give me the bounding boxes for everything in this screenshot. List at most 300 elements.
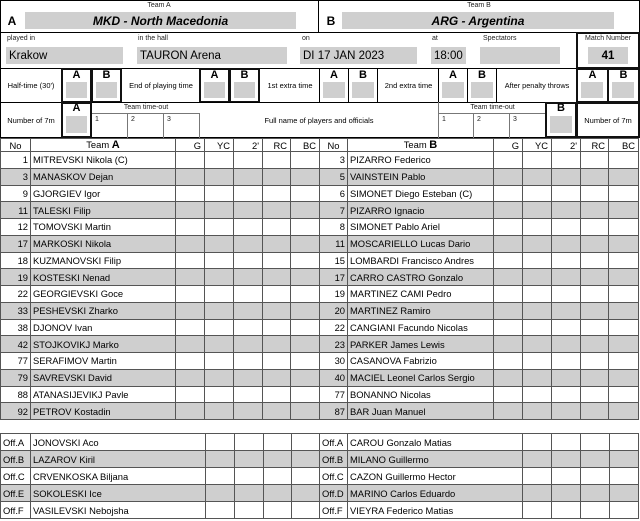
hall-label: in the hall bbox=[138, 35, 168, 42]
player-name: PARKER James Lewis bbox=[348, 336, 494, 353]
player-name: KUZMANOVSKI Filip bbox=[31, 252, 176, 269]
player-name: STOJKOVIKJ Marko bbox=[31, 336, 176, 353]
g-cell[interactable] bbox=[494, 168, 523, 185]
rc-cell[interactable] bbox=[581, 485, 610, 502]
player-name: BONANNO Nicolas bbox=[348, 386, 494, 403]
official-code: Off.A bbox=[320, 434, 348, 451]
team-a-7m-label: Number of 7m bbox=[7, 115, 55, 125]
col-team-a bbox=[31, 139, 176, 152]
player-row bbox=[320, 168, 639, 185]
team-b-7m-label: Number of 7m bbox=[576, 102, 640, 138]
2min-cell[interactable] bbox=[552, 319, 581, 336]
bc-cell[interactable] bbox=[292, 434, 320, 451]
2min-cell[interactable] bbox=[552, 168, 581, 185]
bc-cell[interactable] bbox=[610, 468, 639, 485]
rc-cell[interactable] bbox=[581, 235, 609, 252]
team-a-timeout-3[interactable]: 3 bbox=[164, 114, 200, 138]
bc-cell[interactable] bbox=[609, 152, 639, 169]
2min-cell[interactable] bbox=[552, 286, 581, 303]
g-cell[interactable] bbox=[494, 369, 523, 386]
rc-cell[interactable] bbox=[263, 219, 291, 236]
player-name: MANASKOV Dejan bbox=[31, 168, 176, 185]
g-cell[interactable] bbox=[494, 252, 523, 269]
2min-cell[interactable] bbox=[552, 451, 581, 468]
end-time-label: End of playing time bbox=[129, 81, 193, 90]
yc-cell[interactable] bbox=[523, 369, 552, 386]
bc-cell[interactable] bbox=[609, 252, 639, 269]
first-extra-a-input[interactable] bbox=[323, 82, 345, 98]
2min-cell[interactable] bbox=[552, 502, 581, 519]
2min-cell[interactable] bbox=[234, 336, 263, 353]
yc-cell[interactable] bbox=[205, 235, 234, 252]
bc-cell[interactable] bbox=[292, 485, 320, 502]
player-name: BAR Juan Manuel bbox=[348, 403, 494, 420]
official-code: Off.E bbox=[1, 485, 31, 502]
rc-cell[interactable] bbox=[263, 185, 291, 202]
official-code: Off.F bbox=[320, 502, 348, 519]
yc-cell[interactable] bbox=[206, 485, 235, 502]
yc-cell[interactable] bbox=[523, 269, 552, 286]
penalty-b-input[interactable] bbox=[612, 82, 634, 98]
g-cell[interactable] bbox=[176, 152, 205, 169]
bc-cell[interactable] bbox=[291, 336, 320, 353]
rc-cell[interactable] bbox=[264, 468, 292, 485]
2min-cell[interactable] bbox=[552, 468, 581, 485]
2min-cell[interactable] bbox=[234, 202, 263, 219]
g-cell[interactable] bbox=[176, 386, 205, 403]
bc-cell[interactable] bbox=[609, 319, 639, 336]
yc-cell[interactable] bbox=[205, 185, 234, 202]
2min-cell[interactable] bbox=[234, 269, 263, 286]
rc-cell[interactable] bbox=[581, 386, 609, 403]
2min-cell[interactable] bbox=[552, 152, 581, 169]
player-row bbox=[320, 403, 639, 420]
player-number: 88 bbox=[1, 386, 31, 403]
rc-cell[interactable] bbox=[581, 286, 609, 303]
bc-cell[interactable] bbox=[609, 302, 639, 319]
g-cell[interactable] bbox=[176, 353, 205, 370]
player-name: CANGIANI Facundo Nicolas bbox=[348, 319, 494, 336]
team-b-roster bbox=[319, 138, 639, 420]
g-cell[interactable] bbox=[176, 403, 205, 420]
yc-cell[interactable] bbox=[205, 302, 234, 319]
g-cell[interactable] bbox=[494, 403, 523, 420]
penalty-b-letter: B bbox=[619, 69, 628, 81]
player-row bbox=[1, 403, 320, 420]
player-row bbox=[320, 235, 639, 252]
player-name: SIMONET Pablo Ariel bbox=[348, 219, 494, 236]
bc-cell[interactable] bbox=[609, 235, 639, 252]
g-cell[interactable] bbox=[176, 252, 205, 269]
end-b-input[interactable] bbox=[234, 82, 255, 98]
2min-cell[interactable] bbox=[552, 485, 581, 502]
bc-cell[interactable] bbox=[291, 185, 320, 202]
bc-cell[interactable] bbox=[609, 369, 639, 386]
rc-cell[interactable] bbox=[263, 286, 291, 303]
g-cell[interactable] bbox=[494, 319, 523, 336]
player-row bbox=[320, 202, 639, 219]
g-cell[interactable] bbox=[176, 168, 205, 185]
player-row bbox=[320, 286, 639, 303]
g-cell[interactable] bbox=[176, 369, 205, 386]
yc-cell[interactable] bbox=[523, 485, 552, 502]
rc-cell[interactable] bbox=[581, 269, 609, 286]
bc-cell[interactable] bbox=[610, 434, 639, 451]
player-row bbox=[1, 369, 320, 386]
player-number: 19 bbox=[320, 286, 348, 303]
2min-cell[interactable] bbox=[552, 336, 581, 353]
player-row bbox=[1, 386, 320, 403]
rc-cell[interactable] bbox=[581, 369, 609, 386]
rc-cell[interactable] bbox=[581, 319, 609, 336]
player-name: SERAFIMOV Martin bbox=[31, 353, 176, 370]
col-no: No bbox=[320, 139, 348, 152]
yc-cell[interactable] bbox=[205, 353, 234, 370]
player-row bbox=[1, 269, 320, 286]
rc-cell[interactable] bbox=[263, 168, 291, 185]
second-extra-a-input[interactable] bbox=[442, 82, 464, 98]
g-cell[interactable] bbox=[494, 185, 523, 202]
yc-cell[interactable] bbox=[205, 386, 234, 403]
g-cell[interactable] bbox=[176, 302, 205, 319]
2min-cell[interactable] bbox=[234, 235, 263, 252]
player-row bbox=[320, 252, 639, 269]
bc-cell[interactable] bbox=[609, 269, 639, 286]
official-row bbox=[1, 434, 320, 451]
rc-cell[interactable] bbox=[263, 269, 291, 286]
rc-cell[interactable] bbox=[581, 468, 610, 485]
2min-cell[interactable] bbox=[234, 168, 263, 185]
second-extra-b-letter: B bbox=[478, 69, 486, 81]
player-number: 8 bbox=[320, 219, 348, 236]
2min-cell[interactable] bbox=[234, 219, 263, 236]
rc-cell[interactable] bbox=[581, 502, 610, 519]
team-b-timeout-1[interactable]: 1 bbox=[438, 114, 474, 138]
official-name: SOKOLESKI Ice bbox=[31, 485, 206, 502]
yc-cell[interactable] bbox=[205, 219, 234, 236]
official-name: JONOVSKI Aco bbox=[31, 434, 206, 451]
g-cell[interactable] bbox=[494, 336, 523, 353]
2min-cell[interactable] bbox=[235, 502, 264, 519]
yc-cell[interactable] bbox=[523, 353, 552, 370]
g-cell[interactable] bbox=[176, 235, 205, 252]
2min-cell[interactable] bbox=[552, 202, 581, 219]
rc-cell[interactable] bbox=[263, 403, 291, 420]
player-number: 3 bbox=[1, 168, 31, 185]
bc-cell[interactable] bbox=[291, 269, 320, 286]
yc-cell[interactable] bbox=[523, 403, 552, 420]
yc-cell[interactable] bbox=[205, 152, 234, 169]
official-row bbox=[320, 502, 639, 519]
yc-cell[interactable] bbox=[523, 336, 552, 353]
2min-cell[interactable] bbox=[552, 403, 581, 420]
second-extra-label: 2nd extra time bbox=[384, 81, 433, 90]
yc-cell[interactable] bbox=[206, 468, 235, 485]
2min-cell[interactable] bbox=[235, 434, 264, 451]
team-a-timeout-1[interactable]: 1 bbox=[92, 114, 128, 138]
team-b-7m-letter: B bbox=[557, 102, 565, 114]
player-number: 11 bbox=[1, 202, 31, 219]
bc-cell[interactable] bbox=[610, 451, 639, 468]
official-row bbox=[320, 451, 639, 468]
g-cell[interactable] bbox=[176, 336, 205, 353]
half-time-b-input[interactable] bbox=[96, 82, 117, 98]
team-b-timeout-2[interactable]: 2 bbox=[474, 114, 510, 138]
2min-cell[interactable] bbox=[234, 403, 263, 420]
yc-cell[interactable] bbox=[205, 168, 234, 185]
rc-cell[interactable] bbox=[263, 386, 291, 403]
official-name: MARINO Carlos Eduardo bbox=[348, 485, 523, 502]
bc-cell[interactable] bbox=[610, 485, 639, 502]
g-cell[interactable] bbox=[494, 202, 523, 219]
second-extra-b-input[interactable] bbox=[471, 82, 493, 98]
yc-cell[interactable] bbox=[205, 202, 234, 219]
yc-cell[interactable] bbox=[523, 286, 552, 303]
yc-cell[interactable] bbox=[206, 434, 235, 451]
yc-cell[interactable] bbox=[523, 152, 552, 169]
first-extra-b-input[interactable] bbox=[352, 82, 374, 98]
bc-cell[interactable] bbox=[609, 219, 639, 236]
yc-cell[interactable] bbox=[205, 336, 234, 353]
rc-cell[interactable] bbox=[581, 152, 609, 169]
official-code: Off.B bbox=[1, 451, 31, 468]
2min-cell[interactable] bbox=[552, 353, 581, 370]
team-b-7m-input[interactable] bbox=[550, 116, 572, 133]
rc-cell[interactable] bbox=[581, 202, 609, 219]
rc-cell[interactable] bbox=[264, 451, 292, 468]
2min-cell[interactable] bbox=[235, 451, 264, 468]
rc-cell[interactable] bbox=[581, 185, 609, 202]
end-a-letter: A bbox=[210, 69, 219, 81]
bc-cell[interactable] bbox=[291, 202, 320, 219]
team-a-timeout-2[interactable]: 2 bbox=[128, 114, 164, 138]
col-2min: 2' bbox=[234, 139, 263, 152]
bc-cell[interactable] bbox=[292, 451, 320, 468]
rc-cell[interactable] bbox=[263, 302, 291, 319]
bc-cell[interactable] bbox=[609, 386, 639, 403]
rc-cell[interactable] bbox=[581, 403, 609, 420]
bc-cell[interactable] bbox=[291, 386, 320, 403]
bc-cell[interactable] bbox=[291, 168, 320, 185]
yc-cell[interactable] bbox=[523, 386, 552, 403]
g-cell[interactable] bbox=[494, 386, 523, 403]
rc-cell[interactable] bbox=[263, 202, 291, 219]
yc-cell[interactable] bbox=[523, 319, 552, 336]
player-name: MARTINEZ CAMI Pedro bbox=[348, 286, 494, 303]
team-b-timeout-label: Team time-out bbox=[438, 102, 546, 114]
rc-cell[interactable] bbox=[581, 302, 609, 319]
bc-cell[interactable] bbox=[291, 369, 320, 386]
yc-cell[interactable] bbox=[523, 434, 552, 451]
2min-cell[interactable] bbox=[552, 235, 581, 252]
end-a-input[interactable] bbox=[204, 82, 225, 98]
team-b-timeout-3[interactable]: 3 bbox=[513, 116, 517, 123]
player-name: MARTINEZ Ramiro bbox=[348, 302, 494, 319]
g-cell[interactable] bbox=[494, 302, 523, 319]
rc-cell[interactable] bbox=[581, 252, 609, 269]
yc-cell[interactable] bbox=[523, 451, 552, 468]
rc-cell[interactable] bbox=[581, 168, 609, 185]
half-time-a-input[interactable] bbox=[66, 82, 87, 98]
time-field: 18:00 bbox=[431, 47, 466, 64]
bc-cell[interactable] bbox=[292, 502, 320, 519]
player-name: MOSCARIELLO Lucas Dario bbox=[348, 235, 494, 252]
2min-cell[interactable] bbox=[552, 269, 581, 286]
rc-cell[interactable] bbox=[263, 252, 291, 269]
bc-cell[interactable] bbox=[291, 235, 320, 252]
g-cell[interactable] bbox=[176, 219, 205, 236]
g-cell[interactable] bbox=[176, 202, 205, 219]
2min-cell[interactable] bbox=[234, 386, 263, 403]
bc-cell[interactable] bbox=[291, 152, 320, 169]
yc-cell[interactable] bbox=[523, 185, 552, 202]
player-name: SIMONET Diego Esteban (C) bbox=[348, 185, 494, 202]
2min-cell[interactable] bbox=[234, 369, 263, 386]
rc-cell[interactable] bbox=[264, 502, 292, 519]
bc-cell[interactable] bbox=[291, 353, 320, 370]
2min-cell[interactable] bbox=[552, 302, 581, 319]
col-bc: BC bbox=[291, 139, 320, 152]
player-number: 87 bbox=[320, 403, 348, 420]
team-a-7m-input[interactable] bbox=[66, 116, 87, 133]
rc-cell[interactable] bbox=[264, 434, 292, 451]
bc-cell[interactable] bbox=[610, 502, 639, 519]
bc-cell[interactable] bbox=[291, 302, 320, 319]
official-row bbox=[1, 468, 320, 485]
player-row bbox=[1, 353, 320, 370]
col-team-b bbox=[348, 139, 494, 152]
2min-cell[interactable] bbox=[234, 252, 263, 269]
yc-cell[interactable] bbox=[523, 219, 552, 236]
bc-cell[interactable] bbox=[609, 353, 639, 370]
rc-cell[interactable] bbox=[263, 353, 291, 370]
yc-cell[interactable] bbox=[523, 468, 552, 485]
col-team-prefix: Team bbox=[403, 139, 430, 150]
rc-cell[interactable] bbox=[581, 434, 610, 451]
yc-cell[interactable] bbox=[523, 168, 552, 185]
yc-cell[interactable] bbox=[523, 302, 552, 319]
yc-cell[interactable] bbox=[205, 269, 234, 286]
rc-cell[interactable] bbox=[264, 485, 292, 502]
player-name: MITREVSKI Nikola (C) bbox=[31, 152, 176, 169]
bc-cell[interactable] bbox=[609, 403, 639, 420]
player-number: 15 bbox=[320, 252, 348, 269]
yc-cell[interactable] bbox=[205, 319, 234, 336]
team-a-name: MKD - North Macedonia bbox=[25, 12, 296, 29]
yc-cell[interactable] bbox=[206, 502, 235, 519]
yc-cell[interactable] bbox=[523, 235, 552, 252]
2min-cell[interactable] bbox=[552, 219, 581, 236]
rc-cell[interactable] bbox=[263, 319, 291, 336]
g-cell[interactable] bbox=[494, 235, 523, 252]
yc-cell[interactable] bbox=[206, 451, 235, 468]
rc-cell[interactable] bbox=[581, 451, 610, 468]
bc-cell[interactable] bbox=[609, 168, 639, 185]
penalty-a-input[interactable] bbox=[581, 82, 603, 98]
col-yc: YC bbox=[205, 139, 234, 152]
yc-cell[interactable] bbox=[205, 286, 234, 303]
g-cell[interactable] bbox=[176, 269, 205, 286]
spectators-field bbox=[480, 47, 560, 64]
bc-cell[interactable] bbox=[291, 403, 320, 420]
bc-cell[interactable] bbox=[609, 185, 639, 202]
team-a-7m-letter: A bbox=[72, 102, 81, 114]
g-cell[interactable] bbox=[494, 219, 523, 236]
bc-cell[interactable] bbox=[609, 286, 639, 303]
2min-cell[interactable] bbox=[235, 468, 264, 485]
player-number: 77 bbox=[320, 386, 348, 403]
yc-cell[interactable] bbox=[205, 252, 234, 269]
yc-cell[interactable] bbox=[523, 252, 552, 269]
team-a-letter: A bbox=[7, 13, 17, 28]
official-name: MILANO Guillermo bbox=[348, 451, 523, 468]
bc-cell[interactable] bbox=[609, 202, 639, 219]
bc-cell[interactable] bbox=[291, 219, 320, 236]
yc-cell[interactable] bbox=[205, 369, 234, 386]
rc-cell[interactable] bbox=[581, 336, 609, 353]
2min-cell[interactable] bbox=[552, 252, 581, 269]
2min-cell[interactable] bbox=[234, 302, 263, 319]
2min-cell[interactable] bbox=[552, 386, 581, 403]
team-b-officials bbox=[319, 433, 639, 519]
bc-cell[interactable] bbox=[291, 286, 320, 303]
2min-cell[interactable] bbox=[552, 369, 581, 386]
official-row bbox=[1, 451, 320, 468]
g-cell[interactable] bbox=[494, 286, 523, 303]
official-code: Off.A bbox=[1, 434, 31, 451]
2min-cell[interactable] bbox=[234, 286, 263, 303]
yc-cell[interactable] bbox=[205, 403, 234, 420]
2min-cell[interactable] bbox=[234, 185, 263, 202]
g-cell[interactable] bbox=[176, 286, 205, 303]
player-name: PIZARRO Ignacio bbox=[348, 202, 494, 219]
g-cell[interactable] bbox=[494, 152, 523, 169]
yc-cell[interactable] bbox=[523, 502, 552, 519]
player-name: CARRO CASTRO Gonzalo bbox=[348, 269, 494, 286]
yc-cell[interactable] bbox=[523, 202, 552, 219]
player-name: TALESKI Filip bbox=[31, 202, 176, 219]
2min-cell[interactable] bbox=[234, 353, 263, 370]
bc-cell[interactable] bbox=[291, 319, 320, 336]
bc-cell[interactable] bbox=[292, 468, 320, 485]
player-number: 6 bbox=[320, 185, 348, 202]
rc-cell[interactable] bbox=[263, 235, 291, 252]
bc-cell[interactable] bbox=[609, 336, 639, 353]
player-number: 22 bbox=[1, 286, 31, 303]
rc-cell[interactable] bbox=[581, 219, 609, 236]
player-number: 23 bbox=[320, 336, 348, 353]
2min-cell[interactable] bbox=[552, 434, 581, 451]
team-b-letter: B bbox=[326, 13, 336, 28]
player-number: 30 bbox=[320, 353, 348, 370]
2min-cell[interactable] bbox=[234, 319, 263, 336]
half-time-b-letter: B bbox=[102, 69, 111, 81]
rc-cell[interactable] bbox=[263, 369, 291, 386]
2min-cell[interactable] bbox=[235, 485, 264, 502]
2min-cell[interactable] bbox=[234, 152, 263, 169]
rc-cell[interactable] bbox=[263, 336, 291, 353]
g-cell[interactable] bbox=[494, 269, 523, 286]
player-name: VAINSTEIN Pablo bbox=[348, 168, 494, 185]
g-cell[interactable] bbox=[494, 353, 523, 370]
hall-field: TAURON Arena bbox=[137, 47, 287, 64]
g-cell[interactable] bbox=[176, 185, 205, 202]
rc-cell[interactable] bbox=[263, 152, 291, 169]
rc-cell[interactable] bbox=[581, 353, 609, 370]
bc-cell[interactable] bbox=[291, 252, 320, 269]
g-cell[interactable] bbox=[176, 319, 205, 336]
2min-cell[interactable] bbox=[552, 185, 581, 202]
